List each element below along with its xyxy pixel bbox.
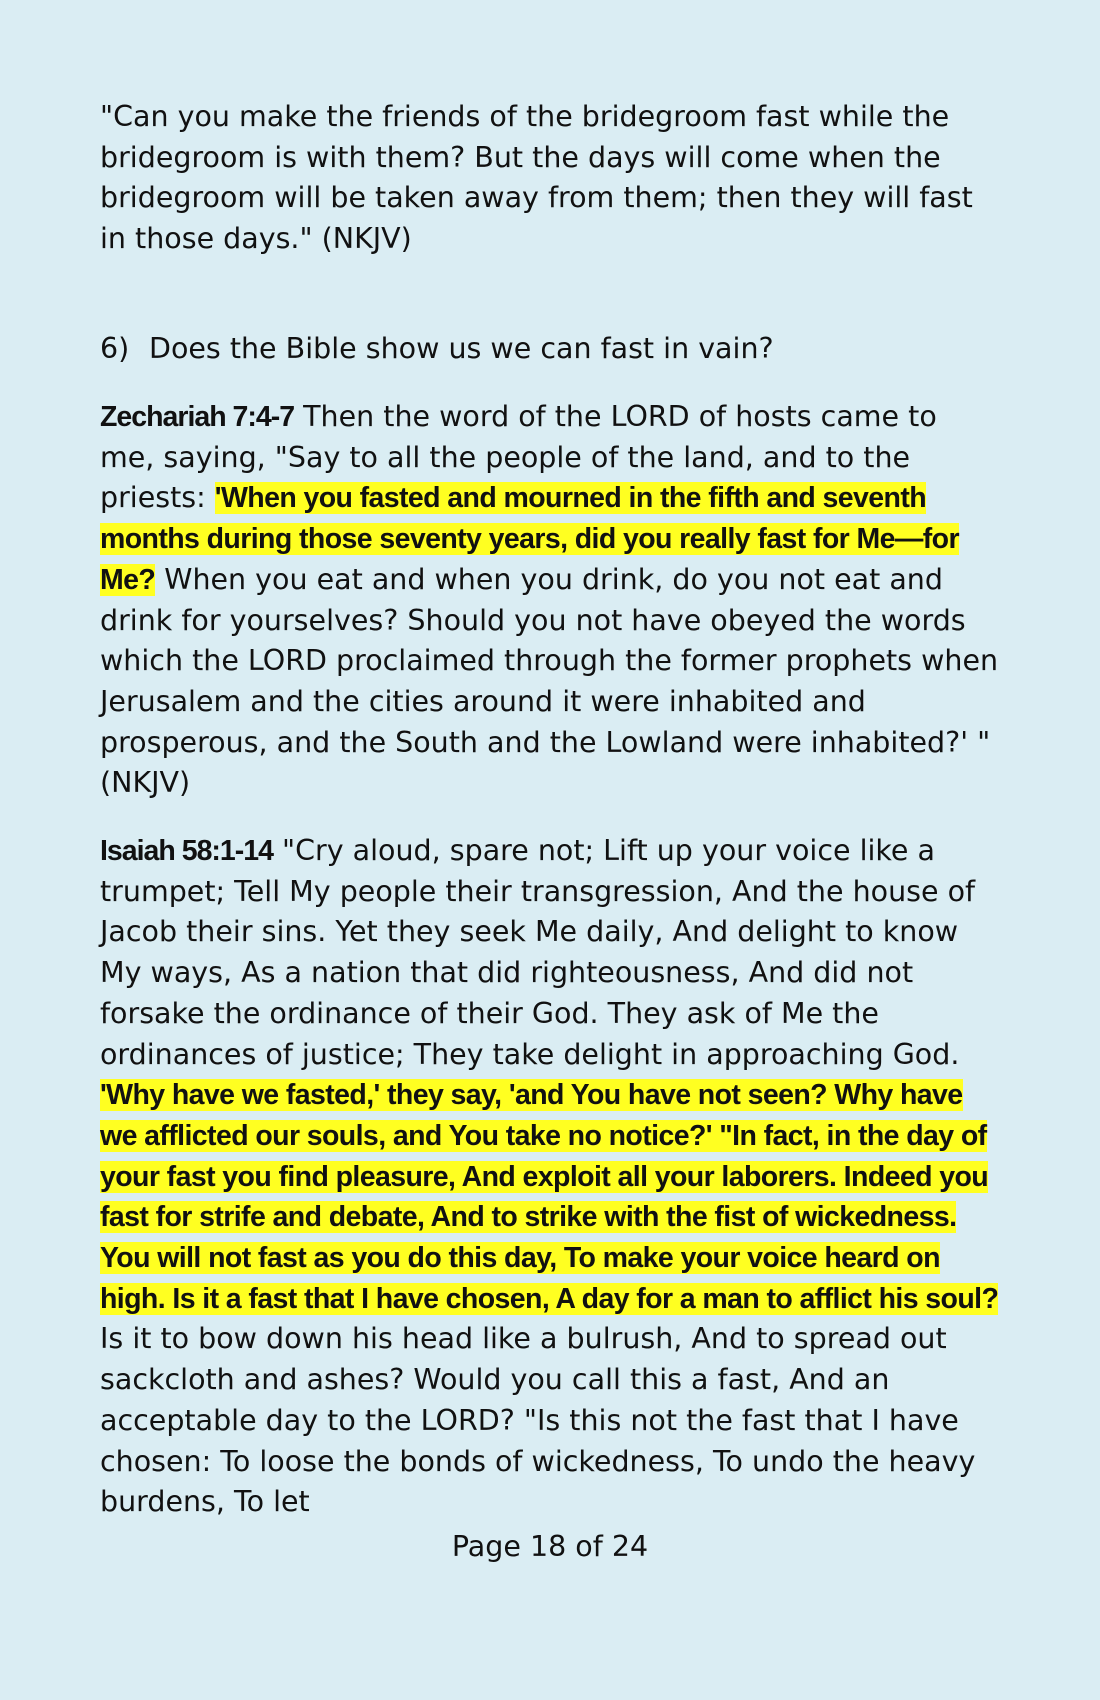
zechariah-highlighted-text: 'When you fasted and mourned in the fifth and seventh months during those seventy years, did you really fast for Me—for Me? [100, 482, 959, 596]
zechariah-lead-text: Then the word of the LORD of hosts came to me, saying, "Say to all the people of the land, and to the priests: [100, 400, 937, 515]
question-number: 6) [100, 332, 130, 365]
intro-quote-text: "Can you make the friends of the bridegroom fast while the bridegroom is with them? But the days will come when the bridegroom will be taken away from them; then they will fast in those days." (NKJV) [100, 100, 973, 256]
intro-quote-paragraph [100, 97, 1000, 260]
isaiah-tail-text: Is it to bow down his head like a bulrush, And to spread out sackcloth and ashes? Would you call this a fast, And an acceptable day to the LORD? "Is this not the fast that I have chosen: To loose the bonds of wickedness, To undo the heavy burdens, To let [100, 1322, 976, 1519]
isaiah-passage [100, 831, 1000, 1523]
page-number-footer [0, 1527, 1100, 1567]
question-text: Does the Bible show us we can fast in vain? [149, 332, 774, 365]
zechariah-tail-text: When you eat and when you drink, do you not eat and drink for yourselves? Should you not have obeyed the words which the LORD proclaimed through the former prophets when Jerusalem and the cities around it were inhabited and prosperous, and the South and the Lowland were inhabited?' " (NKJV) [100, 562, 999, 800]
page-number-label: Page 18 of 24 [451, 1530, 649, 1563]
isaiah-highlighted-text: 'Why have we fasted,' they say, 'and You have not seen? Why have we afflicted our souls, and You take no notice?' "In fact, in the day of your fast you find pleasure, And exploit all your laborers. Indeed you fast for strife and debate, And to strike with the fist of wickedness. You will not fast as you do this day, To make your voice heard on high. Is it a fast that I have chosen, A day for a man to afflict his soul? [100, 1079, 999, 1315]
zechariah-reference: Zechariah 7:4-7 [100, 401, 295, 433]
isaiah-reference: Isaiah 58:1-14 [100, 835, 273, 867]
zechariah-passage [100, 397, 1000, 804]
isaiah-lead-text: "Cry aloud, spare not; Lift up your voice like a trumpet; Tell My people their transgression, And the house of Jacob their sins. Yet they seek Me daily, And delight to know My ways, As a nation that did righteousness, And did not forsake the ordinance of their God. They ask of Me the ordinances of justice; They take delight in approaching God. [100, 834, 976, 1071]
question-6-paragraph [100, 329, 1000, 370]
